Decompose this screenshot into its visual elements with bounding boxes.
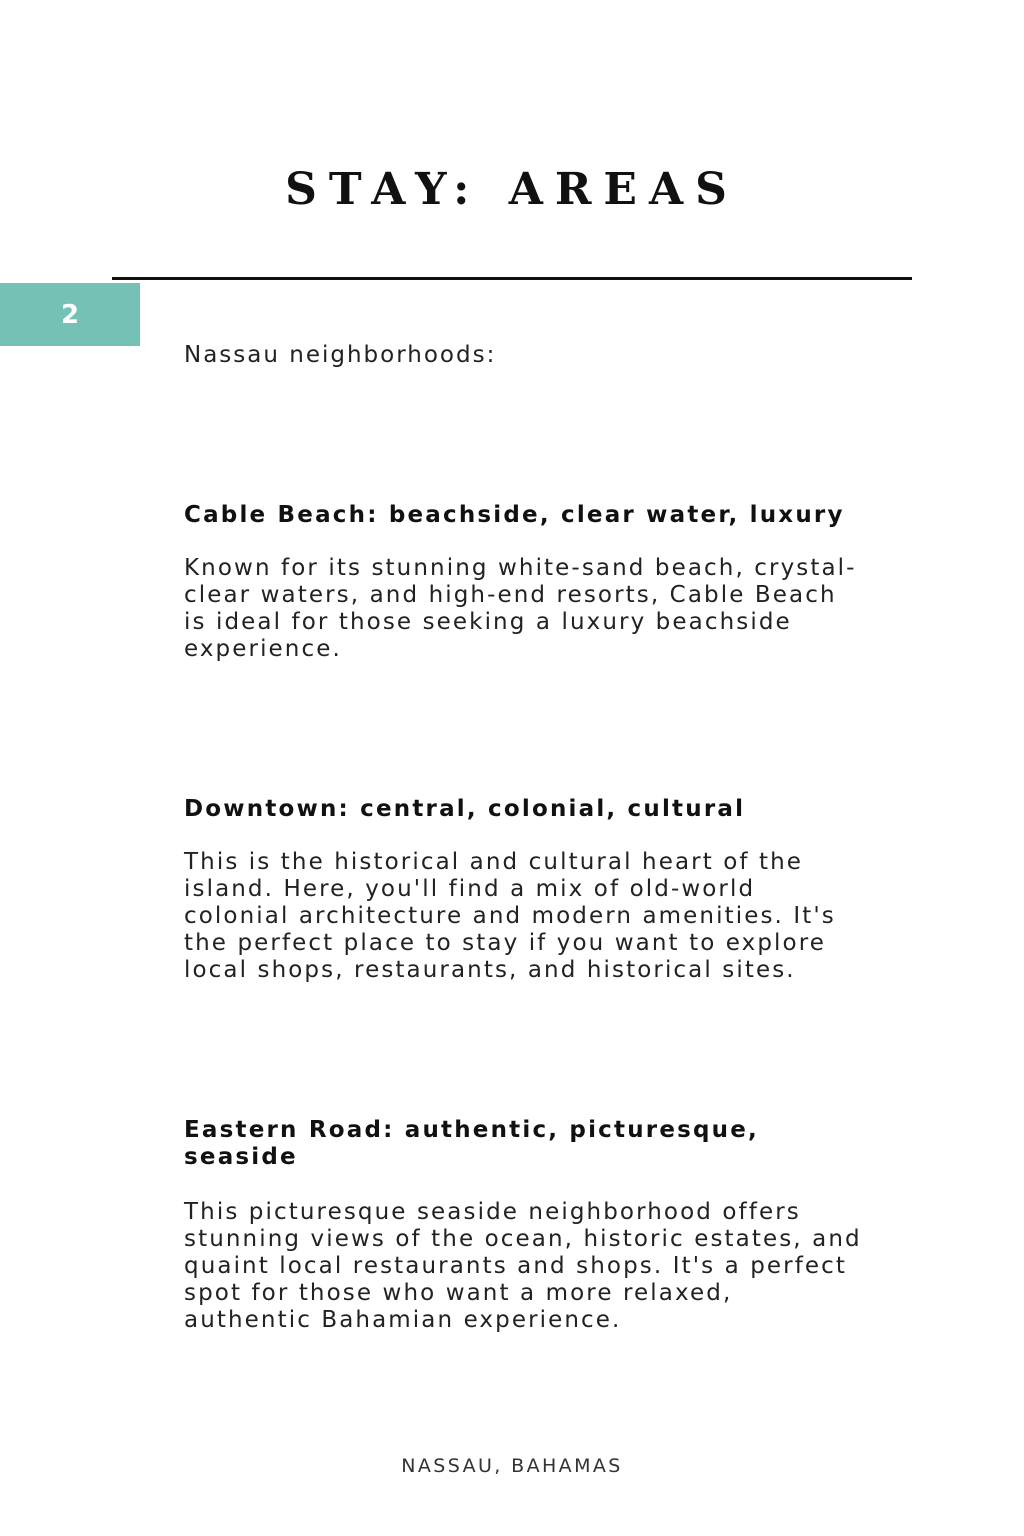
section-heading: Downtown: central, colonial, cultural — [184, 796, 746, 822]
title-divider — [112, 277, 912, 280]
page-title: STAY: AREAS — [285, 164, 739, 215]
section-heading: Cable Beach: beachside, clear water, luxury — [184, 502, 845, 528]
section-eastern-road — [184, 1117, 864, 1334]
intro-text: Nassau neighborhoods: — [184, 342, 497, 368]
section-downtown — [184, 796, 864, 984]
page-number: 2 — [61, 299, 80, 330]
section-heading: Eastern Road: authentic, picturesque, seaside — [184, 1117, 759, 1170]
section-body: Known for its stunning white-sand beach, crystal-clear waters, and high-end resorts, Cable Beach is ideal for those seeking a luxury beachside experience. — [184, 555, 857, 662]
section-cable-beach — [184, 502, 864, 663]
page-number-tab — [0, 283, 140, 346]
section-body: This is the historical and cultural heart of the island. Here, you'll find a mix of old-world colonial architecture and modern amenities. It's the perfect place to stay if you want to explore local shops, restaurants, and historical sites. — [184, 849, 836, 983]
section-body: This picturesque seaside neighborhood offers stunning views of the ocean, historic estates, and quaint local restaurants and shops. It's a perfect spot for those who want a more relaxed, authentic Bahamian experience. — [184, 1199, 862, 1333]
page-footer: NASSAU, BAHAMAS — [401, 1455, 623, 1477]
